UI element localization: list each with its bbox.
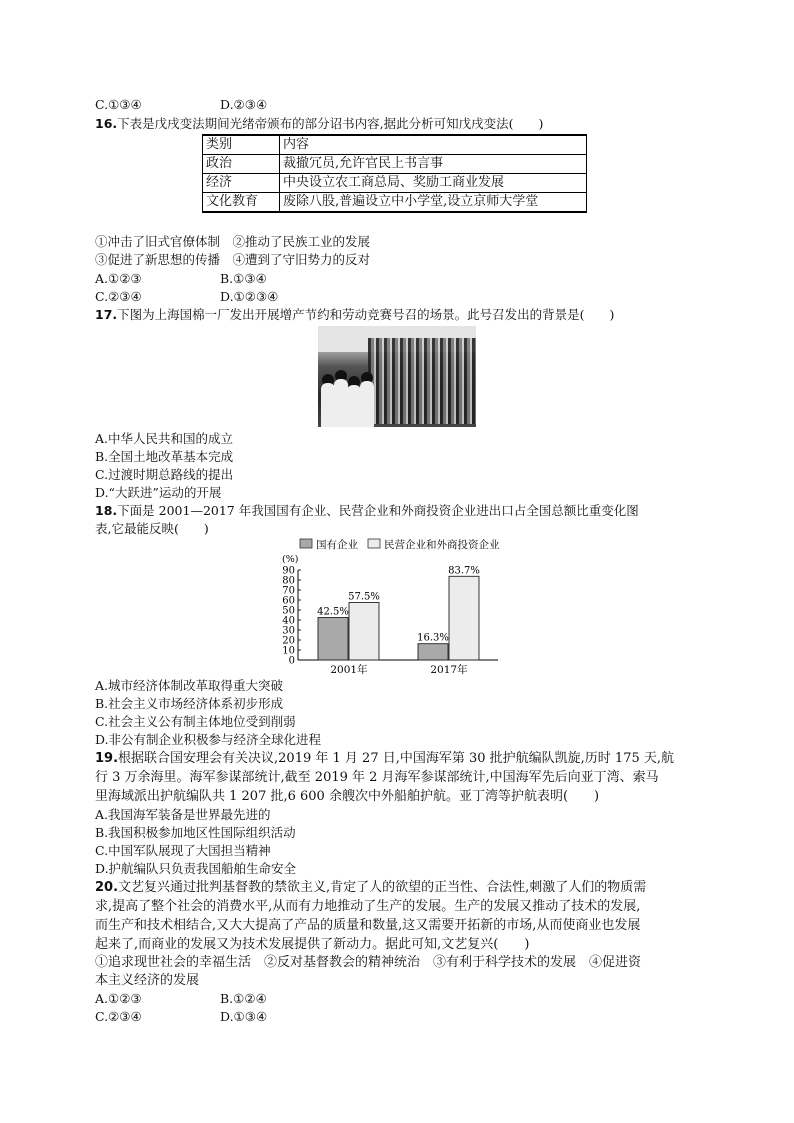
- q16-option-c: C.②③④: [95, 289, 142, 304]
- q18-option-d: D.非公有制企业积极参与经济全球化进程: [95, 732, 322, 747]
- table-row: [203, 135, 587, 155]
- table-cell: 类别: [203, 135, 280, 155]
- y-tick-label: 10: [282, 645, 295, 657]
- q18-stem-line2: 表,它最能反映( ): [95, 521, 209, 536]
- q15-option-d: D.②③④: [220, 97, 268, 112]
- q16-option-d: D.①②③④: [220, 289, 279, 304]
- table-row: [203, 155, 587, 174]
- q19-stem-line1: [95, 751, 674, 767]
- q20-statements-line2: 本主义经济的发展: [95, 973, 200, 988]
- q16-option-a: A.①②③: [95, 271, 142, 286]
- q17-option-d: D.“大跃进”运动的开展: [95, 485, 222, 500]
- q20-option-b: B.①②④: [220, 991, 267, 1006]
- q17-option-a: A.中华人民共和国的成立: [95, 431, 234, 446]
- q17-option-b: B.全国土地改革基本完成: [95, 449, 234, 464]
- legend-label: 国有企业: [316, 539, 358, 551]
- data-label: 57.5%: [348, 591, 380, 603]
- q18-number: 18.: [95, 503, 118, 518]
- y-tick-label: 90: [282, 565, 295, 577]
- q18-option-b: B.社会主义市场经济体系初步形成: [95, 696, 284, 711]
- table-cell: 政治: [203, 155, 280, 174]
- q19-stem-line3: 里海域派出护航编队共 1 207 批,6 600 余艘次中外船舶护航。亚丁湾等护航表明( ): [95, 789, 600, 804]
- legend-swatch: [300, 539, 312, 548]
- table-cell: 内容: [280, 135, 587, 155]
- q18-option-a: A.城市经济体制改革取得重大突破: [95, 678, 284, 693]
- q18-option-c: C.社会主义公有制主体地位受到削弱: [95, 714, 296, 729]
- bar: [318, 618, 348, 661]
- q16-number: 16.: [95, 116, 118, 131]
- y-tick-label: 30: [282, 625, 295, 637]
- q19-option-b: B.我国积极参加地区性国际组织活动: [95, 825, 296, 840]
- legend-label: 民营企业和外商投资企业: [384, 539, 500, 551]
- q20-statements-line1: ①追求现世社会的幸福生活 ②反对基督教会的精神统治 ③有利于科学技术的发展 ④促进资: [95, 955, 642, 970]
- q19-option-c: C.中国军队展现了大国担当精神: [95, 843, 271, 858]
- factory-rally-photo: [318, 326, 476, 427]
- y-tick-label: 70: [282, 585, 295, 597]
- q19-option-a: A.我国海军装备是世界最先进的: [95, 807, 271, 822]
- y-axis-label: (%): [282, 554, 299, 565]
- q16-stem-text: 下表是戊戌变法期间光绪帝颁布的部分诏书内容,据此分析可知戊戌变法( ): [117, 116, 544, 131]
- bar: [349, 603, 379, 661]
- q17-number: 17.: [95, 307, 118, 322]
- table-cell: 中央设立农工商总局、奖励工商业发展: [280, 174, 587, 193]
- y-tick-label: 40: [282, 615, 295, 627]
- x-tick-label: 2017年: [430, 664, 468, 676]
- q20-number: 20.: [95, 880, 119, 895]
- data-label: 42.5%: [317, 606, 349, 618]
- table-cell: 经济: [203, 174, 280, 193]
- q20-option-d: D.①③④: [220, 1009, 268, 1024]
- q19-stem-text: 根据联合国安理会有关决议,2019 年 1 月 27 日,中国海军第 30 批护航编队凯旋,历时 175 天,航: [118, 751, 675, 766]
- y-tick-label: 60: [282, 595, 295, 607]
- table-cell: 裁撤冗员,允许官民上书言事: [280, 155, 587, 174]
- q17-stem: [95, 307, 614, 323]
- q20-stem-line2: 求,提高了整个社会的消费水平,从而有力地推动了生产的发展。生产的发展又推动了技术的发展,: [95, 899, 641, 914]
- bar: [418, 644, 448, 660]
- q19-stem-line2: 行 3 万余海里。海军参谋部统计,截至 2019 年 2 月海军参谋部统计,中国海军先后向亚丁湾、索马: [95, 770, 659, 785]
- enterprise-share-chart: [270, 536, 530, 679]
- bar-chart: [270, 536, 530, 676]
- q18-stem-line1: [95, 503, 639, 519]
- x-tick-label: 2001年: [330, 664, 368, 676]
- y-tick-label: 0: [288, 655, 295, 667]
- q20-option-c: C.②③④: [95, 1009, 142, 1024]
- q15-option-c: C.①③④: [95, 97, 142, 112]
- q20-option-a: A.①②③: [95, 991, 142, 1006]
- q20-stem-line4: 起来了,而商业的发展又为技术发展提供了新动力。据此可知,文艺复兴( ): [95, 937, 530, 952]
- q16-option-b: B.①③④: [220, 271, 267, 286]
- data-label: 83.7%: [448, 565, 480, 577]
- q16-edict-table: [202, 134, 587, 213]
- q17-option-c: C.过渡时期总路线的提出: [95, 467, 234, 482]
- data-label: 16.3%: [417, 632, 449, 644]
- q17-stem-text: 下图为上海国棉一厂发出开展增产节约和劳动竞赛号召的场景。此号召发出的背景是( ): [117, 307, 615, 322]
- q16-statements-line1: ①冲击了旧式官僚体制 ②推动了民族工业的发展: [95, 234, 371, 249]
- legend-swatch: [368, 539, 380, 548]
- q19-option-d: D.护航编队只负责我国船舶生命安全: [95, 861, 297, 876]
- q20-stem-line3: 而生产和技术相结合,又大大提高了产品的质量和数量,这又需要开拓新的市场,从而使商业也发展: [95, 918, 641, 933]
- q20-stem-text: 文艺复兴通过批判基督教的禁欲主义,肯定了人的欲望的正当性、合法性,刺激了人们的物质需: [118, 880, 647, 895]
- table-row: [203, 174, 587, 193]
- q16-statements-line2: ③促进了新思想的传播 ④遭到了守旧势力的反对: [95, 252, 371, 267]
- q18-stem-text: 下面是 2001—2017 年我国国有企业、民营企业和外商投资企业进出口占全国总额比重变化图: [117, 503, 639, 518]
- table-row: [203, 193, 587, 213]
- y-tick-label: 50: [282, 605, 295, 617]
- table-cell: 废除八股,普遍设立中小学堂,设立京师大学堂: [280, 193, 587, 213]
- bar: [449, 576, 479, 660]
- y-tick-label: 20: [282, 635, 295, 647]
- q20-stem-line1: [95, 880, 646, 896]
- q16-stem: [95, 116, 543, 132]
- table-cell: 文化教育: [203, 193, 280, 213]
- q19-number: 19.: [95, 751, 119, 766]
- y-tick-label: 80: [282, 575, 295, 587]
